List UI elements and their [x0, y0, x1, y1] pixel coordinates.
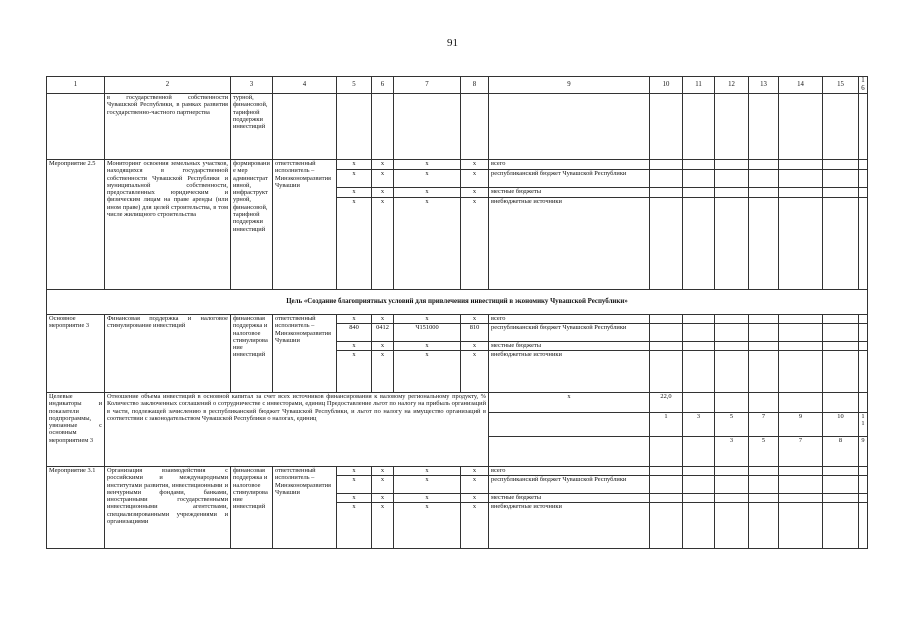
grbs-code: 840 [337, 324, 372, 342]
section-code: x [372, 503, 394, 549]
funding-source: республиканский бюджет Чувашской Республики [489, 324, 650, 342]
section-code: x [372, 188, 394, 198]
grbs-code: x [337, 160, 372, 170]
grbs-code: x [337, 503, 372, 549]
activity-description: Финансовая поддержка и налоговое стимулирование инвестиций [105, 315, 231, 393]
grbs-code: x [337, 351, 372, 393]
funding-source: внебюджетные источники [489, 503, 650, 549]
target-code: x [394, 351, 461, 393]
section-code: x [372, 476, 394, 494]
funding-source: внебюджетные источники [489, 351, 650, 393]
grbs-code: x [337, 188, 372, 198]
expense-code: x [461, 160, 489, 170]
col-header: 3 [231, 77, 273, 94]
section-code: x [372, 494, 394, 503]
page-number: 91 [447, 37, 458, 49]
grbs-code: x [337, 170, 372, 188]
target-code: x [394, 494, 461, 503]
goal-row [47, 290, 868, 315]
col-header: 9 [489, 77, 650, 94]
target-code: x [394, 170, 461, 188]
activity-type: финансовая поддержка и налоговое стимулирование инвестиций [231, 315, 273, 393]
indicator-value: 10 [823, 413, 859, 437]
funding-source: республиканский бюджет Чувашской Республики [489, 476, 650, 494]
funding-source: всего [489, 160, 650, 170]
grbs-code: x [337, 467, 372, 476]
table-row [47, 467, 868, 476]
header-row [47, 77, 868, 94]
section-code: x [372, 351, 394, 393]
col-header: 10 [650, 77, 683, 94]
target-code: x [394, 467, 461, 476]
target-code: x [394, 198, 461, 290]
target-code: x [394, 315, 461, 324]
target-code: Ч151000 [394, 324, 461, 342]
col-header: 6 [372, 77, 394, 94]
target-code: x [394, 342, 461, 351]
expense-code: x [461, 315, 489, 324]
responsible: ответственный исполнитель – Минэкономразвития Чувашии [273, 467, 337, 549]
activity-description: Организация взаимодействия с российскими и международными институтами развития, инвестиционными и венчурными фондами, банками, иностранными государственными инвестиционными агентствами, специализированными учреждениями и организациями [105, 467, 231, 549]
indicator-value: 5 [749, 437, 779, 467]
expense-code: x [461, 188, 489, 198]
expense-code: x [461, 198, 489, 290]
target-code: x [394, 188, 461, 198]
responsible: ответственный исполнитель – Минэкономразвития Чувашии [273, 160, 337, 290]
table-row [47, 315, 868, 324]
grbs-code: x [337, 315, 372, 324]
activity-description: Мониторинг освоения земельных участков, находящихся в государственной собственности Чувашской Республики и муниципальной собственности, предоставленных юридическим и физическим лицам на праве аренды (или ином праве) для целей строительства, в том числе жилищного строительства [105, 160, 231, 290]
funding-source: республиканский бюджет Чувашской Республики [489, 170, 650, 188]
target-code: x [394, 160, 461, 170]
activity-id: Мероприятие 3.1 [47, 467, 105, 549]
table-row [47, 160, 868, 170]
table-row [47, 94, 868, 160]
expense-code: x [461, 342, 489, 351]
col-header: 1 [47, 77, 105, 94]
target-code: x [394, 503, 461, 549]
indicators-text: Отношение объема инвестиций в основной капитал за счет всех источников финансирования к валовому региональному продукту, % Количество заключенных соглашений о сотрудничестве с инвесторами, единиц Предоставление льгот по налогу на прибыль организаций в части, подлежащей зачислению в республиканский бюджет Чувашской Республики, и льгот по налогу на имущество организаций в соответствии с законодательством Чувашской Республики о налогах, единиц [105, 393, 489, 467]
funding-source: местные бюджеты [489, 188, 650, 198]
grbs-code: x [337, 476, 372, 494]
activity-description: в государственной собственности Чувашской Республики, в рамках развития государственно-частного партнерства [105, 94, 231, 160]
activity-type: финансовая поддержка и налоговое стимулирование инвестиций [231, 467, 273, 549]
col-header: 4 [273, 77, 337, 94]
col-header: 15 [823, 77, 859, 94]
indicator-value: 8 [823, 437, 859, 467]
section-code: x [372, 170, 394, 188]
section-code: x [372, 342, 394, 351]
section-code: 0412 [372, 324, 394, 342]
indicator-value: 3 [683, 413, 715, 437]
indicators-label: Целевые индикаторы и показатели подпрограммы, увязанные с основным мероприятием 3 [47, 393, 105, 467]
indicator-value: 7 [779, 437, 823, 467]
indicator-value: 3 [715, 437, 749, 467]
indicator-value: 1 [650, 413, 683, 437]
funding-source: всего [489, 315, 650, 324]
indicator-value: 22,0 [650, 393, 683, 413]
activity-id: Основное мероприятие 3 [47, 315, 105, 393]
expense-code: x [461, 467, 489, 476]
goal-title: Цель «Создание благоприятных условий для привлечения инвестиций в экономику Чувашской Республики» [47, 290, 868, 315]
activity-id: Мероприятие 2.5 [47, 160, 105, 290]
activity-type: формирование мер административной, инфраструктурной, финансовой, тарифной поддержки инвестиций [231, 160, 273, 290]
section-code: x [372, 198, 394, 290]
col-header: 2 [105, 77, 231, 94]
indicator-value: 9 [859, 437, 868, 467]
target-code: x [394, 476, 461, 494]
indicator-value: x [489, 393, 650, 413]
program-table [46, 76, 868, 549]
col-header: 12 [715, 77, 749, 94]
indicator-value: 11 [859, 413, 868, 437]
indicator-row [47, 393, 868, 413]
expense-code: x [461, 503, 489, 549]
funding-source: местные бюджеты [489, 494, 650, 503]
expense-code: x [461, 351, 489, 393]
indicator-value: 9 [779, 413, 823, 437]
grbs-code: x [337, 198, 372, 290]
col-header: 16 [859, 77, 868, 94]
col-header: 13 [749, 77, 779, 94]
section-code: x [372, 160, 394, 170]
expense-code: 810 [461, 324, 489, 342]
col-header: 8 [461, 77, 489, 94]
expense-code: x [461, 170, 489, 188]
grbs-code: x [337, 494, 372, 503]
col-header: 14 [779, 77, 823, 94]
grbs-code: x [337, 342, 372, 351]
col-header: 7 [394, 77, 461, 94]
indicator-value: 7 [749, 413, 779, 437]
section-code: x [372, 467, 394, 476]
section-code: x [372, 315, 394, 324]
funding-source: местные бюджеты [489, 342, 650, 351]
activity-type: турной, финансовой, тарифной поддержки инвестиций [231, 94, 273, 160]
indicator-value: 5 [715, 413, 749, 437]
funding-source: всего [489, 467, 650, 476]
expense-code: x [461, 476, 489, 494]
responsible: ответственный исполнитель – Минэкономразвития Чувашии [273, 315, 337, 393]
col-header: 5 [337, 77, 372, 94]
col-header: 11 [683, 77, 715, 94]
expense-code: x [461, 494, 489, 503]
funding-source: внебюджетные источники [489, 198, 650, 290]
